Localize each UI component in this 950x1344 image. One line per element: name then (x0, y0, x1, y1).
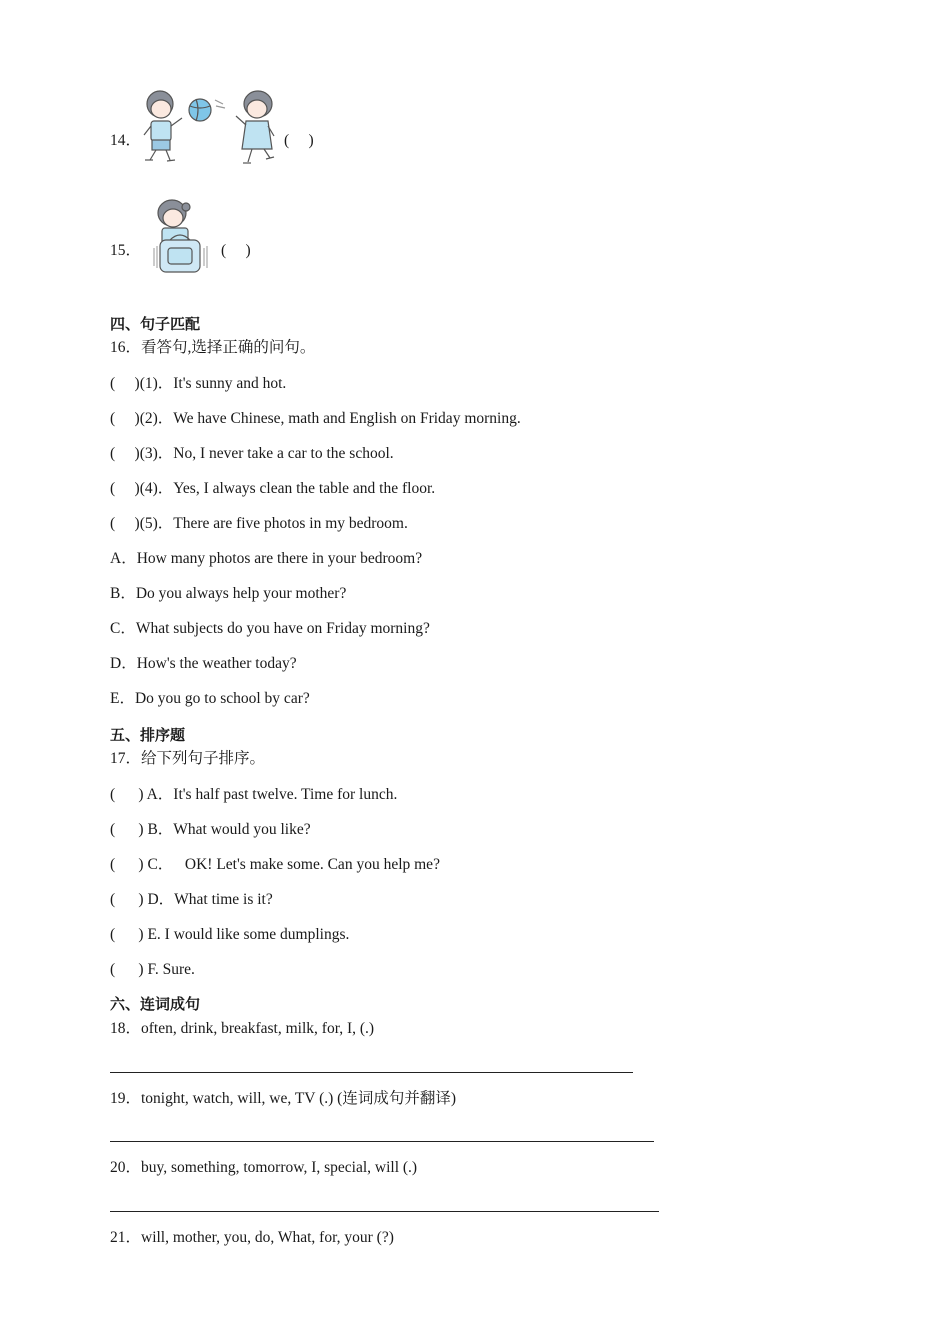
q17-question: 17．给下列句子排序。 (110, 750, 266, 767)
section6-heading: 六、连词成句 (110, 995, 201, 1013)
girl-with-bag-image (152, 198, 212, 278)
q19-question: 19．tonight, watch, will, we, TV (.) (连词成句并翻译) (110, 1090, 456, 1107)
q14-number: 14． (110, 132, 142, 149)
section4-heading: 四、句子匹配 (110, 315, 201, 333)
q15-answer-paren: ( ) (221, 242, 251, 259)
q16-option-a: A．How many photos are there in your bedroom? (110, 550, 423, 567)
q16-answer-2: ( )(2)．We have Chinese, math and English on Friday morning. (110, 410, 521, 427)
q16-question: 16．看答句,选择正确的问句。 (110, 339, 316, 356)
q16-option-c: C．What subjects do you have on Friday morning? (110, 620, 430, 637)
q16-answer-3: ( )(3)．No, I never take a car to the school. (110, 445, 394, 462)
q17-item-d: ( ) D．What time is it? (110, 891, 273, 908)
kids-playing-ball-image (140, 88, 280, 172)
q21-question: 21．will, mother, you, do, What, for, your (?) (110, 1229, 394, 1246)
q17-item-f: ( ) F. Sure. (110, 961, 195, 978)
q19-answer-line (110, 1141, 654, 1142)
q16-answer-5: ( )(5)．There are five photos in my bedroom. (110, 515, 408, 532)
q16-answer-4: ( )(4)．Yes, I always clean the table and the floor. (110, 480, 436, 497)
q17-item-c: ( ) C． OK! Let's make some. Can you help me? (110, 856, 440, 873)
q18-question: 18．often, drink, breakfast, milk, for, I, (.) (110, 1020, 375, 1037)
q16-option-b: B．Do you always help your mother? (110, 585, 347, 602)
q20-question: 20．buy, something, tomorrow, I, special, will (.) (110, 1159, 418, 1176)
q16-answer-1: ( )(1)．It's sunny and hot. (110, 375, 287, 392)
q16-option-d: D．How's the weather today? (110, 655, 297, 672)
q15-number: 15． (110, 242, 142, 259)
q16-option-e: E．Do you go to school by car? (110, 690, 310, 707)
q17-item-e: ( ) E. I would like some dumplings. (110, 926, 350, 943)
q20-answer-line (110, 1211, 659, 1212)
section5-heading: 五、排序题 (110, 726, 186, 744)
q17-item-b: ( ) B．What would you like? (110, 821, 311, 838)
q14-answer-paren: ( ) (284, 132, 314, 149)
q18-answer-line (110, 1072, 633, 1073)
q17-item-a: ( ) A．It's half past twelve. Time for lunch. (110, 786, 398, 803)
